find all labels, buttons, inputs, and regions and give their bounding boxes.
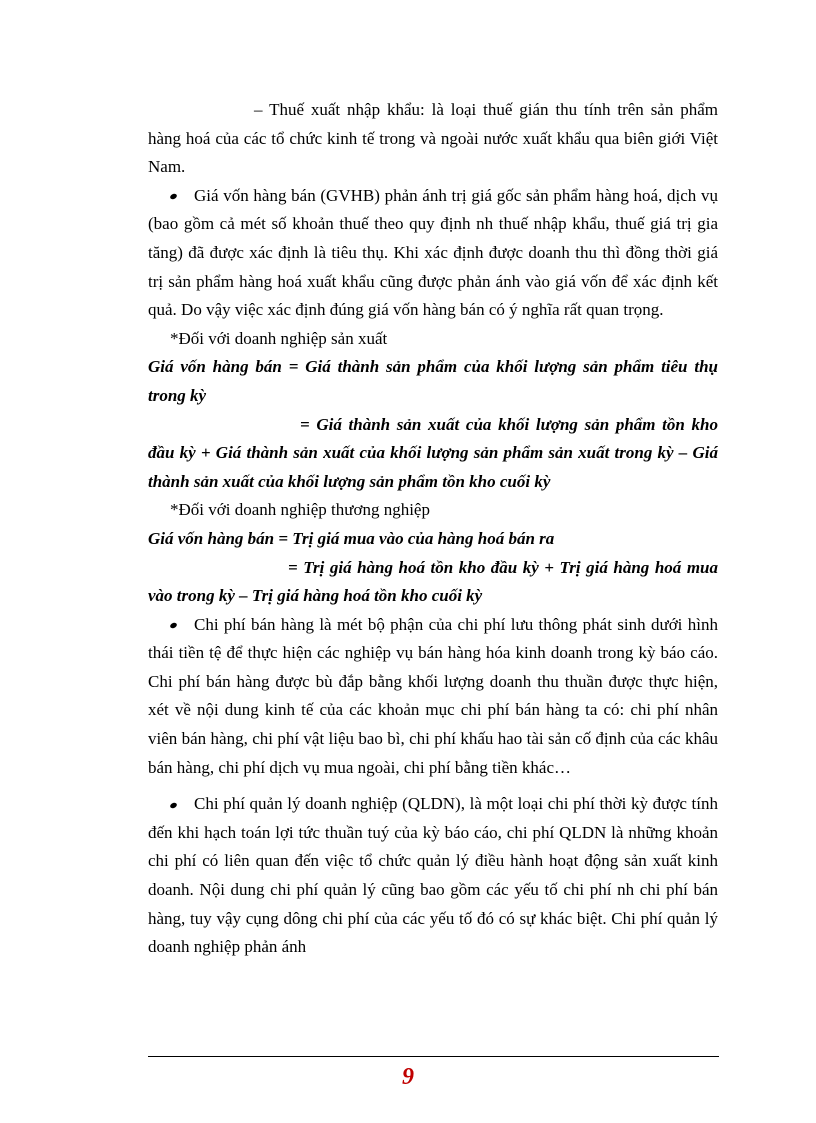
heading-production-enterprise: *Đối với doanh nghiệp sản xuất: [170, 328, 388, 348]
paragraph-selling-expenses-text: Chi phí bán hàng là mét bộ phận của chi phí lưu thông phát sinh dưới hình thái tiền tệ để thực hiện các nghiệp vụ bán hàng hóa kinh doanh trong kỳ báo cáo. Chi phí bán hàng được bù đắp bằng khối lượng doanh thu thuần được thực hiện, xét về nội dung kinh tế của các khoản mục chi phí bán hàng ta có: chi phí nhân viên bán hàng, chi phí vật liệu bao bì, chi phí khấu hao tài sản cố định của các khâu bán hàng, chi phí dịch vụ mua ngoài, chi phí bằng tiền khác…: [148, 614, 718, 777]
footer-divider: [148, 1056, 719, 1057]
formula-cogs-production-detail: = Giá thành sản xuất của khối lượng sản phẩm tồn kho đầu kỳ + Giá thành sản xuất của khối lượng sản phẩm sản xuất trong kỳ – Giá thành sản xuất của khối lượng sản phẩm tồn kho cuối kỳ: [148, 414, 718, 491]
body-text: [148, 96, 718, 962]
formula-cogs-trading-detail: = Trị giá hàng hoá tồn kho đầu kỳ + Trị giá hàng hoá mua vào trong kỳ – Trị giá hàng hoá tồn kho cuối kỳ: [148, 557, 718, 606]
paragraph-export-import-tax: – Thuế xuất nhập khẩu: là loại thuế gián thu tính trên sản phẩm hàng hoá của các tổ chức kinh tế trong và ngoài nước xuất khẩu qua biên giới Việt Nam.: [148, 100, 718, 177]
paragraph-admin-expenses-text: Chi phí quản lý doanh nghiệp (QLDN), là một loại chi phí thời kỳ được tính đến khi hạch toán lợi tức thuần tuý của kỳ báo cáo, chi phí QLDN là những khoản chi phí có liên quan đến việc tổ chức quản lý điều hành hoạt động sản xuất kinh doanh. Nội dung chi phí quản lý cũng bao gồm các yếu tố chi phí nh chi phí bán hàng, tuy vậy cụng dông chi phí của các yếu tố đó có sự khác biệt. Chi phí quản lý doanh nghiệp phản ánh: [148, 794, 718, 957]
heading-trading-enterprise: *Đối với doanh nghiệp thương nghiệp: [170, 500, 430, 520]
paragraph-cogs-text: Giá vốn hàng bán (GVHB) phản ánh trị giá gốc sản phẩm hàng hoá, dịch vụ (bao gồm cả mét số khoản thuế theo quy định nh thuế nhập khẩu, thuế giá trị gia tăng) đã được xác định là tiêu thụ. Khi xác định được doanh thu thì đồng thời giá trị sản phẩm hàng hoá xuất khẩu cũng được phản ánh vào giá vốn để xác định kết quả. Do vậy việc xác định đúng giá vốn hàng bán có ý nghĩa rất quan trọng.: [148, 185, 718, 320]
page-number: 9: [402, 1064, 414, 1090]
formula-cogs-production: Giá vốn hàng bán = Giá thành sản phẩm của khối lượng sản phẩm tiêu thụ trong kỳ: [148, 357, 718, 405]
bullet-icon: [169, 802, 177, 809]
formula-cogs-trading: Giá vốn hàng bán = Trị giá mua vào của hàng hoá bán ra: [148, 528, 555, 548]
paragraph-admin-expenses: [148, 790, 718, 962]
paragraph-selling-expenses: [148, 611, 718, 783]
bullet-icon: [169, 622, 177, 629]
bullet-icon: [169, 193, 177, 200]
paragraph-cogs: [148, 182, 718, 325]
